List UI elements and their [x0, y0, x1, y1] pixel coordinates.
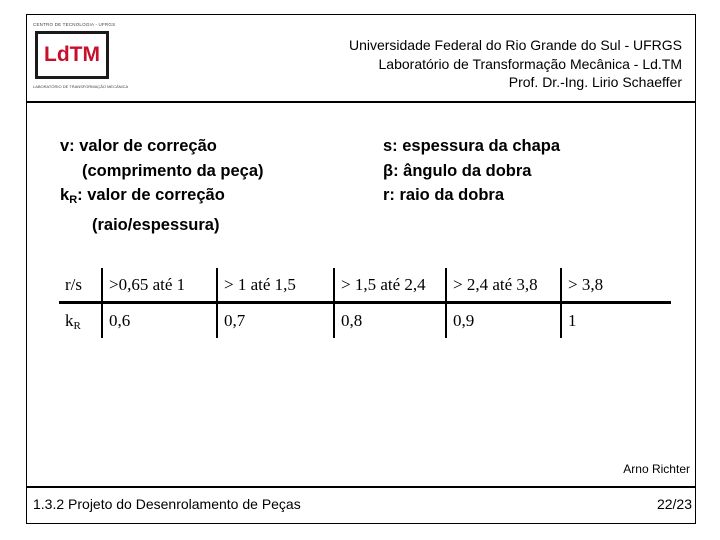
header-cell: >0,65 até 1 — [102, 268, 217, 303]
table-cell: 1 — [568, 311, 577, 330]
logo-name: LdTM — [44, 43, 100, 66]
footer-divider — [26, 486, 696, 488]
institution-header — [349, 36, 682, 92]
header-cell: > 2,4 até 3,8 — [446, 268, 561, 303]
def-kr-detail: (raio/espessura) — [92, 215, 220, 234]
ldtm-logo — [33, 22, 129, 94]
row-label-subscript: R — [73, 319, 81, 332]
correction-table — [59, 268, 671, 338]
laboratory-name: Laboratório de Transformação Mecânica - Ld.TM — [378, 55, 682, 72]
professor-name: Prof. Dr.-Ing. Lirio Schaeffer — [508, 74, 682, 90]
logo-top-text: CENTRO DE TECNOLOGIA - UFRGS — [33, 22, 116, 27]
table-cell: 0,7 — [217, 303, 334, 339]
table-cell: 0,8 — [334, 303, 446, 339]
header-cell: > 1 até 1,5 — [217, 268, 334, 303]
logo-bottom-text: LABORATÓRIO DE TRANSFORMAÇÃO MECÂNICA — [33, 84, 129, 89]
definitions-left — [60, 134, 264, 237]
table-header-row — [59, 268, 671, 303]
table-cell: 0,9 — [446, 303, 561, 339]
def-beta: β: ângulo da dobra — [383, 161, 532, 180]
page-number: 22/23 — [656, 496, 692, 512]
university-name: Universidade Federal do Rio Grande do Sul - UFRGS — [348, 37, 682, 53]
table-cell: 0,6 — [102, 303, 217, 339]
def-v: v: valor de correção — [60, 137, 217, 155]
def-kr-text: : valor de correção — [77, 186, 225, 204]
row-label-symbol: k — [65, 310, 74, 330]
def-r: r: raio da dobra — [383, 186, 505, 204]
def-v-detail: (comprimento da peça) — [82, 161, 264, 180]
author-name: Arno Richter — [623, 462, 690, 476]
def-kr-subscript: R — [69, 194, 78, 206]
def-kr — [60, 183, 264, 213]
def-s: s: espessura da chapa — [383, 137, 561, 155]
section-title: 1.3.2 Projeto do Desenrolamento de Peças — [33, 496, 301, 512]
logo-badge — [35, 31, 109, 79]
def-kr-symbol: k — [60, 186, 70, 204]
header-cell: > 3,8 — [561, 268, 671, 303]
row-label-kr — [59, 303, 102, 339]
header-cell: > 1,5 até 2,4 — [334, 268, 446, 303]
header-cell: r/s — [59, 268, 102, 303]
definitions-right — [383, 134, 560, 208]
table-row — [59, 303, 671, 339]
header-divider — [26, 101, 696, 103]
